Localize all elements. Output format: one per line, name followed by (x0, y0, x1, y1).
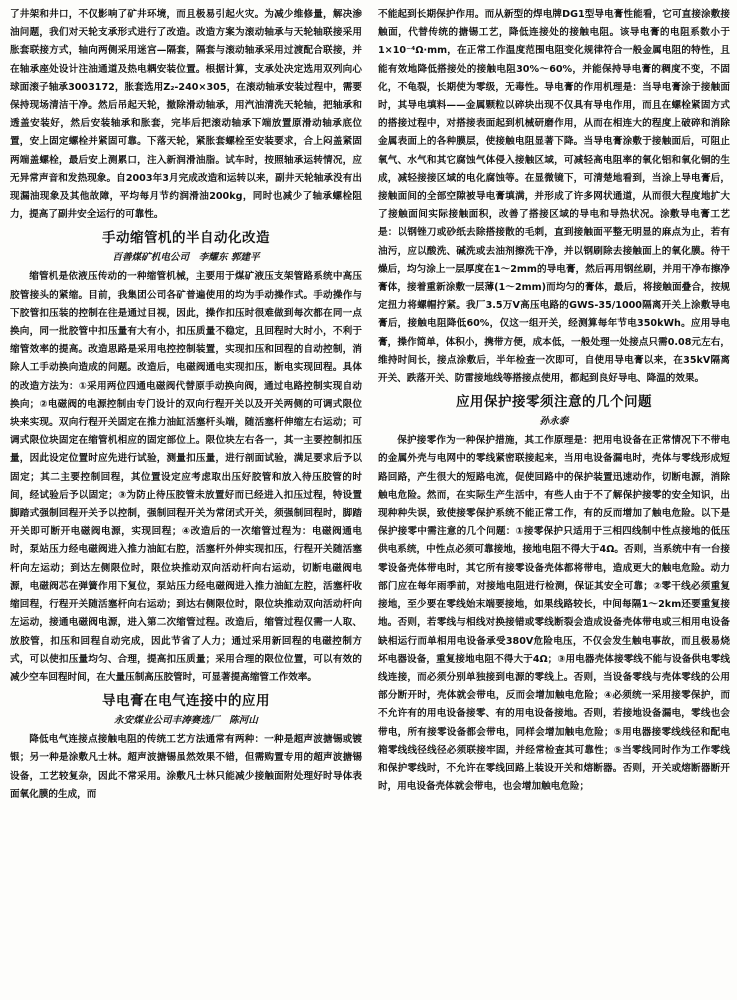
left-column (10, 6, 362, 996)
article-continued-paragraph: 不能起到长期保护作用。而从新型的焊电牌DG1型导电膏性能看，它可直接涂敷接触面，代替传统的搪锡工艺，降低连接处的接触电阻。该导电膏的电阻系数小于1×10⁻⁴Ω·mm，在正常工作温度范围电阻变化规律符合一般金属电阻的特性，且能有效地降低搭接处的接触电阻30%～60%，并能保持导电膏的稠度不变，不固化，不龟裂，长期使为零级，无毒性。导电膏的作用机理是：当导电膏涂于接触面时，其导电填料——金属颗粒以碎块出现不仅具有导电作用，而且在螺栓紧固方式的搭接过程中，对搭接表面起到机械研磨作用，从而在相连大的程度上破碎和消除金属表面上的各种膜层，使接触电阻显著下降。当导电膏涂敷于接触面后，可阻止氧气、水气和其它腐蚀气体侵入接触区域，可减轻高电阻率的氧化铝和氧化铜的生成，减轻接接区域的电化腐蚀等。在显微镜下，可清楚地看到，当涂上导电膏后，接触面间的全部空隙被导电膏填满，并形成了许多网状通道，从而很大程度地扩大了接触面间实际接触面积，改善了搭接区域的导电和导热状况。涂敷导电膏工艺是：以钢锉刀或砂纸去除搭接散的毛刺，直到接触面平整无明显的麻点为止，若有油污，应以酸洗、碱洗或去油剂擦洗干净，并以钢刷除去接触面上的氧化膜。待干燥后，均匀涂上一层厚度在1～2mm的导电膏，然后再用钢丝刷，并用干净布擦净膏体，接着重新涂敷一层薄(1～2mm)而均匀的膏体，最后，将接触面叠合，按规定扭力将螺帽拧紧。我厂3.5万V高压电路的GWS-35/1000隔离开关上涂敷导电膏后，接触电阻降低60%，仅这一组开关，经测算每年节电350kWh。应用导电膏，操作简单，体积小，携带方便，成本低，一般处理一处接点只需0.08元左右，维持时间长，接点涂敷后，半年检查一次即可，自使用导电膏以来，在35kV隔离开关、跌落开关、防雷接地线等搭接点使用，都起到良好导电、降温的效果。 (378, 9, 730, 385)
article-byline: 百善煤矿机电公司 李耀东 郭建平 (112, 252, 260, 264)
article-paragraph: 保护接零作为一种保护措施，其工作原理是：把用电设备在正常情况下不带电的金属外壳与电网中的零线紧密联接起来，当用电设备漏电时，壳体与零线形成短路回路，产生很大的短路电流，促使回路中的保护装置迅速动作，切断电源，消除触电危险。然而，在实际生产生活中，有些人由于不了解保护接零的安全知识，出现种种失误，致使接零保护系统不能正常工作，有的反而增加了触电危险。以下是保护接零中需注意的几个问题：①接零保护只适用于三相四线制中性点接地的低压供电系统，中性点必须可靠接地，接地电阻不得大于4Ω。否则，当系统中有一台接零设备壳体带电时，其它所有接零设备壳体都将带电，造成更大的触电危险。动力部门应在每年雨季前，对接地电阻进行检测，保证其安全可靠；②零干线必须重复接地，至少要在零线始末端要接地，如果线路较长，中间每隔1～2km还要重复接地。否则，若零线与相线对换接错或零线断裂会造成设备壳体带电或三相用电设备缺相运行而单相用电设备承受380V危险电压，不仅会发生触电事故，而且极易烧坏电器设备，重复接地电阻不得大于4Ω；③用电器壳体接零线不能与设备供电零线线连接，而必须分别单独接到电源的零线上。否则，当设备零线与壳体零线的公用部分断开时，壳体就会带电，反而会增加触电危险；④必须统一采用接零保护，而不允许有的用电设备接零、有的用电设备接地。否则，若接地设备漏电，零线也会带电，所有接零设备都会带电，同样会增加触电危险；⑤用电器接零线线径和配电箱零线线径线径必须联接牢固，并经常检查其可靠性；⑤当零线同时作为工作零线和保护零线时，不允许在零线回路上装设开关和熔断器。否则，开关或熔断器断开时，用电设备壳体就会带电，也会增加触电危险； (378, 435, 730, 793)
article-paragraph: 降低电气连接点接触电阻的传统工艺方法通常有两种：一种是超声波搪锡或镀银；另一种是涂敷凡士林。超声波搪锡虽然效果不错，但需购置专用的超声波搪锡设备，工艺较复杂，因此不常采用。涂敷凡士林只能减少接触面附处理好时导体表面氧化膜的生成，而 (10, 734, 362, 800)
article-paragraph: 缩管机是依液压传动的一种缩管机械，主要用于煤矿液压支架管路系统中高压胶管接头的紧缩。目前，我集团公司各矿普遍使用的均为手动操作式。手动操作与下胶管扣压装的控制在往是通过目视，因此，操作扣压时很难做到每次都在同一点换向，同一批胶管中扣压量有大有小，扣压质量不稳定，且回程时大时小，不利于缩管效率的提高。改造思路是采用电控控制装置，实现扣压和回程的自动控制，消除人工手动换向造成的问题。改造后，电磁阀通电实现扣压，断电实现回程。具体的改造方法为：①采用两位四通电磁阀代替原手动换向阀，通过电路控制实现自动换向；②电磁阀的电源控制由专门设计的双向行程开关以及开关两侧的可调式限位块来实现。双向行程开关固定在推力油缸活塞杆头端，随活塞杆伸缩左右运动；可调式限位块固定在缩管机相应的固定部位上。限位块左右各一，其一主要控制扣压量，因此设定位置时应先进行试验，测量扣压量，进行剖面试验，满足要求后予以固定；其二主要控制回程，其位置设定应考虑取出压好胶管和放入待压胶管的时间，经试验后予以固定；③为防止待压胶管未放置好而已经进入扣压过程，特设置脚踏式强制回程开关予以控制，强制回程开关为常闭式开关，须强制回程时，脚踏开关即可断开电磁阀电源，实现回程；④改造后的一次缩管过程为：电磁阀通电时，泵站压力经电磁阀进入推力油缸右腔，活塞杆外伸实现扣压，行程开关随活塞杆向左运动；到达左侧限位时，限位块推动双向活动杆向右运动，切断电磁阀电源，电磁阀芯在弹簧作用下复位，泵站压力经电磁阀进入推力油缸左腔，活塞杆收缩回程，行程开关随活塞杆向右运动；到达右侧限位时，限位块推动双向活动杆向左运动，接通电磁阀电源，进入第二次缩管过程。改造后，缩管过程仅需一人取、放胶管，扣压和回程自动完成，因此节省了人力；通过采用新回程的电磁控制方式，可以使扣压量均匀、合理，提高扣压质量；采用合理的限位位置，可以有效的减少空车回程时间，在大量压制高压胶管时，可显著提高缩管工作效率。 (10, 271, 362, 683)
article-continued-paragraph: 了井架和井口，不仅影响了矿井环境，而且极易引起火灾。为减少维修量，解决渗油问题，我们对天轮支承形式进行了改造。改造方案为滚动轴承与天轮轴联接采用胀套联接方式，轴向两侧采用迷宫—隔套，隔套与滚动轴承采用过渡配合联接，并在轴承座处设计注油通道及热电耦安装位置。根据计算，支承处决定选用双列向心球面滚子轴承3003172，胀套选用Z₂-240×305，在滚动轴承安装过程中，需要保持现场清洁干净。然后吊起天轮，撤除滑动轴承，用汽油清洗天轮轴，把轴承和透盖安装好，然后安装轴承和胀套，完毕后把滚动轴承下端放置原滑动轴承底位置，安上固定螺栓并紧固可靠。下落天轮，紧胀套螺栓至安装要求，合上闷盖紧固两端盖螺栓，最后安上测累口，注入新润滑油脂。试车时，按照轴承运转情况，应无异常声音和发热现象。自2003年3月完成改造和运转以来，副井天轮轴承没有出现漏油现象及其他故障，平均每月节约润滑油200kg，同时也减少了轴承螺栓阻力，提高了副井安全运行的可靠性。 (10, 9, 362, 221)
article-byline: 孙永泰 (539, 416, 569, 428)
article-title-conductive-paste: 导电膏在电气连接中的应用 (102, 693, 270, 710)
article-title-protective-grounding: 应用保护接零须注意的几个问题 (456, 394, 652, 411)
article-title-shrink-machine: 手动缩管机的半自动化改造 (102, 230, 270, 247)
right-column (378, 6, 730, 996)
article-byline: 永安煤业公司丰涛赛选厂 陈河山 (114, 715, 258, 727)
